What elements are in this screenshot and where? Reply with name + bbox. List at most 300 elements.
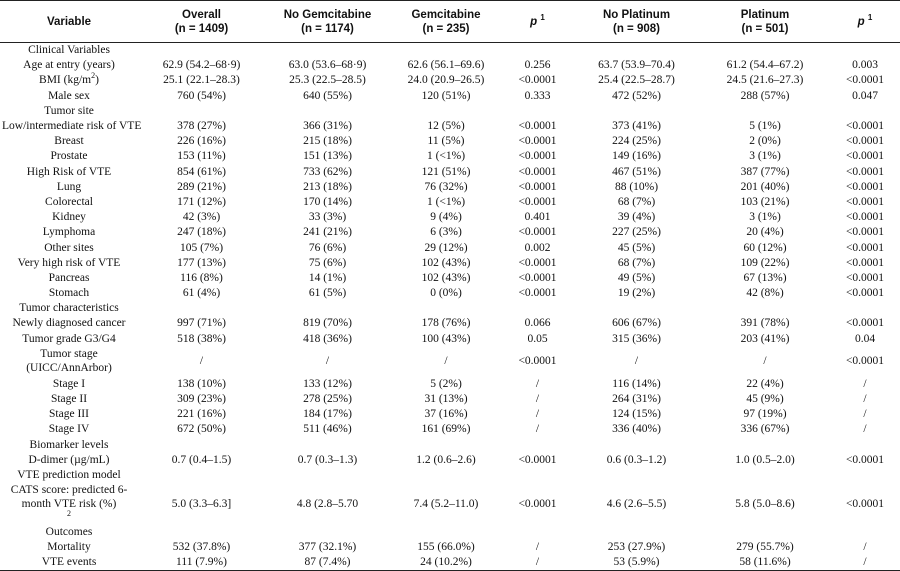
cell-gemcitabine: 37 (16%) xyxy=(424,408,468,421)
row-label-text: Stomach xyxy=(48,287,90,300)
cell-gemcitabine: 1 (<1%) xyxy=(426,195,466,208)
row-label xyxy=(0,331,138,346)
cell-no-gemcitabine: 366 (31%) xyxy=(303,120,352,133)
cell-no-gemcitabine: 76 (6%) xyxy=(308,241,347,254)
cell-no-platinum: 116 (14%) xyxy=(612,377,661,390)
cell-overall: 247 (18%) xyxy=(177,226,226,239)
cell-no-gemcitabine: 819 (70%) xyxy=(303,317,352,330)
row-label-text: Outcomes xyxy=(45,526,93,539)
cell-no-platinum: 472 (52%) xyxy=(612,89,661,102)
cell-no-platinum: 25.4 (22.5–28.7) xyxy=(598,74,675,87)
cell-gemcitabine: 31 (13%) xyxy=(424,393,468,406)
header-row xyxy=(0,1,900,43)
cell-no-gemcitabine: 61 (5%) xyxy=(308,287,347,300)
cell-no-platinum: 336 (40%) xyxy=(612,423,661,436)
table-row xyxy=(0,540,900,555)
cell-gemcitabine: 24.0 (20.9–26.5) xyxy=(407,74,485,87)
row-label-suffix: ) xyxy=(95,74,99,87)
cell-p-platinum: <0.0001 xyxy=(845,497,885,510)
row-label xyxy=(0,467,138,482)
cell-p-platinum xyxy=(830,43,900,58)
cell-platinum: 24.5 (21.6–27.3) xyxy=(726,74,804,87)
row-label xyxy=(0,286,138,301)
cell-gemcitabine: 5 (2%) xyxy=(430,377,462,390)
table-row xyxy=(0,452,900,467)
row-label-text: High Risk of VTE xyxy=(26,165,112,178)
cell-platinum xyxy=(700,301,830,316)
cell-no-platinum: 253 (27.9%) xyxy=(607,541,666,554)
cell-gemcitabine: 1 (<1%) xyxy=(426,150,466,163)
cell-platinum xyxy=(700,43,830,58)
header-no-platinum: No Platinum (n = 908) xyxy=(573,1,700,43)
cell-gemcitabine: 155 (66.0%) xyxy=(417,541,475,554)
cell-p-gemcitabine: 0.256 xyxy=(524,59,551,72)
cell-p-platinum: 0.047 xyxy=(852,89,878,102)
cell-overall: 0.7 (0.4–1.5) xyxy=(171,453,232,466)
row-label-text: Stage I xyxy=(52,377,86,390)
cell-no-platinum xyxy=(573,43,700,58)
cell-no-gemcitabine: 215 (18%) xyxy=(303,135,352,148)
cell-gemcitabine: 120 (51%) xyxy=(421,89,471,102)
cell-overall: 5.0 (3.3–6.3] xyxy=(171,497,232,510)
row-label xyxy=(0,555,138,570)
table-row xyxy=(0,286,900,301)
cell-p-gemcitabine: <0.0001 xyxy=(518,74,557,87)
row-label xyxy=(0,346,138,376)
cell-no-gemcitabine: 14 (1%) xyxy=(308,271,347,284)
cell-p-gemcitabine xyxy=(502,301,573,316)
cell-gemcitabine: 6 (3%) xyxy=(430,226,462,239)
row-label-text: Pancreas xyxy=(48,271,90,284)
cell-gemcitabine: 178 (76%) xyxy=(421,317,471,330)
cell-overall xyxy=(138,437,265,452)
row-label-text: Male sex xyxy=(48,89,90,102)
cell-p-platinum xyxy=(830,103,900,118)
cell-p-platinum: <0.0001 xyxy=(845,195,885,208)
cell-no-gemcitabine: 63.0 (53.6–68·9) xyxy=(288,59,367,72)
row-label-text: Prostate xyxy=(50,150,88,163)
cell-p-gemcitabine xyxy=(502,103,573,118)
cell-no-platinum: 49 (5%) xyxy=(617,271,656,284)
cell-p-platinum: <0.0001 xyxy=(845,226,885,239)
cell-p-platinum: <0.0001 xyxy=(845,355,885,368)
cell-gemcitabine xyxy=(390,43,502,58)
cell-platinum xyxy=(700,437,830,452)
header-platinum: Platinum (n = 501) xyxy=(700,1,830,43)
cell-p-platinum: <0.0001 xyxy=(845,180,885,193)
cell-no-platinum xyxy=(573,525,700,540)
cell-p-gemcitabine xyxy=(502,437,573,452)
cell-no-gemcitabine: / xyxy=(325,355,330,368)
row-label-text: Tumor characteristics xyxy=(19,302,119,315)
cell-no-platinum: 88 (10%) xyxy=(614,180,659,193)
cell-no-platinum: 124 (15%) xyxy=(612,408,661,421)
row-label-text: Lymphoma xyxy=(42,226,96,239)
cell-platinum: 3 (1%) xyxy=(749,150,781,163)
cell-p-gemcitabine: <0.0001 xyxy=(518,135,557,148)
row-label-text: Low/intermediate risk of VTE xyxy=(2,120,142,133)
cell-overall: 153 (11%) xyxy=(177,150,226,163)
cell-p-gemcitabine: / xyxy=(535,556,540,569)
cell-no-gemcitabine: 640 (55%) xyxy=(303,89,352,102)
cell-p-platinum: <0.0001 xyxy=(845,287,885,300)
cell-gemcitabine xyxy=(390,525,502,540)
row-label-text: Stage III xyxy=(49,408,89,421)
cell-platinum: / xyxy=(763,355,767,368)
cell-no-platinum: 4.6 (2.6–5.5) xyxy=(606,497,667,510)
cell-no-gemcitabine: 87 (7.4%) xyxy=(304,556,351,569)
row-label-text: CATS score: predicted 6-month VTE risk (%) xyxy=(10,483,128,510)
cell-no-gemcitabine xyxy=(265,467,390,482)
cell-no-gemcitabine: 133 (12%) xyxy=(303,377,352,390)
header-gemcitabine-n: (n = 235) xyxy=(422,22,470,35)
cell-overall: 42 (3%) xyxy=(182,211,221,224)
table-row xyxy=(0,270,900,285)
row-label-text: VTE prediction model xyxy=(17,468,121,481)
cell-no-platinum: 63.7 (53.9–70.4) xyxy=(598,59,675,72)
cell-overall xyxy=(138,525,265,540)
cell-no-gemcitabine xyxy=(265,103,390,118)
row-label xyxy=(0,179,138,194)
row-label xyxy=(0,301,138,316)
row-label xyxy=(0,270,138,285)
cell-p-platinum: / xyxy=(863,377,867,390)
row-label-superscript: 2 xyxy=(67,508,71,518)
row-label xyxy=(0,103,138,118)
cell-overall: 221 (16%) xyxy=(177,408,226,421)
cell-gemcitabine: 102 (43%) xyxy=(421,271,471,284)
row-label-text: Stage II xyxy=(50,393,88,406)
cell-platinum: 5 (1%) xyxy=(749,120,781,133)
cell-platinum xyxy=(700,103,830,118)
row-label-text: Age at entry (years) xyxy=(23,59,115,72)
row-label-text: Clinical Variables xyxy=(28,44,110,57)
cell-p-gemcitabine: / xyxy=(535,393,540,406)
cell-p-gemcitabine xyxy=(502,43,573,58)
cell-gemcitabine: 7.4 (5.2–11.0) xyxy=(413,497,479,510)
cell-p-platinum: / xyxy=(863,556,867,569)
cell-no-platinum: 315 (36%) xyxy=(612,332,661,345)
row-label-text: Newly diagnosed cancer xyxy=(12,317,126,330)
cell-gemcitabine: 161 (69%) xyxy=(421,423,471,436)
table-row xyxy=(0,467,900,482)
cell-p-platinum: <0.0001 xyxy=(845,135,885,148)
row-label xyxy=(0,58,138,73)
cell-no-platinum: / xyxy=(634,355,639,368)
cell-p-platinum: <0.0001 xyxy=(845,165,885,178)
cell-p-platinum: <0.0001 xyxy=(845,150,885,163)
table-row xyxy=(0,73,900,88)
cell-overall: 111 (7.9%) xyxy=(176,556,227,569)
cell-p-platinum: / xyxy=(863,541,867,554)
cell-platinum: 279 (55.7%) xyxy=(736,541,794,554)
cell-overall: 138 (10%) xyxy=(177,377,226,390)
cell-gemcitabine: 24 (10.2%) xyxy=(420,556,472,569)
cell-p-platinum: / xyxy=(863,423,867,436)
table-row xyxy=(0,58,900,73)
header-p-value-platinum: p $^1$ xyxy=(830,1,900,43)
cell-overall: 226 (16%) xyxy=(177,135,226,148)
cell-p-platinum: <0.0001 xyxy=(845,271,885,284)
cell-no-platinum: 0.6 (0.3–1.2) xyxy=(606,453,667,466)
cell-platinum: 45 (9%) xyxy=(746,393,784,406)
cell-no-platinum: 224 (25%) xyxy=(612,135,661,148)
table-row xyxy=(0,88,900,103)
table-row xyxy=(0,240,900,255)
cell-p-gemcitabine: 0.333 xyxy=(524,89,551,102)
cell-overall xyxy=(138,43,265,58)
cell-no-gemcitabine xyxy=(265,301,390,316)
cell-p-platinum: 0.04 xyxy=(854,332,876,345)
cell-overall: 672 (50%) xyxy=(177,423,226,436)
cell-p-gemcitabine: <0.0001 xyxy=(518,256,557,269)
cell-no-platinum xyxy=(573,467,700,482)
cell-no-gemcitabine xyxy=(265,525,390,540)
row-label-text: Stage IV xyxy=(48,423,90,436)
table-row xyxy=(0,422,900,437)
table-row xyxy=(0,210,900,225)
cell-p-gemcitabine xyxy=(502,467,573,482)
cell-gemcitabine: 0 (0%) xyxy=(430,287,462,300)
cell-p-gemcitabine: 0.05 xyxy=(527,332,548,345)
cell-p-gemcitabine: <0.0001 xyxy=(518,180,557,193)
cell-no-gemcitabine: 213 (18%) xyxy=(303,180,352,193)
cell-p-platinum xyxy=(830,467,900,482)
cell-platinum: 60 (12%) xyxy=(743,241,787,254)
row-label xyxy=(0,225,138,240)
cell-no-gemcitabine: 33 (3%) xyxy=(308,211,347,224)
row-label xyxy=(0,73,138,88)
table-row xyxy=(0,316,900,331)
cell-overall: 105 (7%) xyxy=(179,241,224,254)
row-label xyxy=(0,149,138,164)
header-platinum-n: (n = 501) xyxy=(741,22,789,35)
cell-platinum: 58 (11.6%) xyxy=(739,556,791,569)
row-label-text: Lung xyxy=(56,180,82,193)
table-row xyxy=(0,149,900,164)
header-no-gemcitabine-n: (n = 1174) xyxy=(301,22,354,35)
cell-overall: 854 (61%) xyxy=(177,165,226,178)
row-label-text: Biomarker levels xyxy=(29,438,109,451)
cell-overall: 116 (8%) xyxy=(180,271,223,284)
row-label xyxy=(0,164,138,179)
cell-p-gemcitabine: <0.0001 xyxy=(518,150,557,163)
cell-platinum: 42 (8%) xyxy=(746,287,784,300)
cell-platinum: 109 (22%) xyxy=(740,256,790,269)
cell-platinum: 3 (1%) xyxy=(749,211,781,224)
cell-overall: / xyxy=(199,355,204,368)
cell-no-platinum xyxy=(573,301,700,316)
cell-overall: 760 (54%) xyxy=(177,89,226,102)
cell-platinum: 5.8 (5.0–8.6) xyxy=(735,497,795,510)
cell-no-gemcitabine: 377 (32.1%) xyxy=(298,541,357,554)
cell-p-platinum xyxy=(830,525,900,540)
table-row xyxy=(0,118,900,133)
cell-p-platinum: <0.0001 xyxy=(845,211,885,224)
cell-p-gemcitabine: 0.002 xyxy=(524,241,551,254)
header-overall: Overall (n = 1409) xyxy=(138,1,265,43)
cell-overall: 532 (37.8%) xyxy=(172,541,231,554)
cell-overall: 289 (21%) xyxy=(177,180,226,193)
row-label xyxy=(0,255,138,270)
cell-p-platinum: <0.0001 xyxy=(845,256,885,269)
row-label xyxy=(0,525,138,540)
cell-overall xyxy=(138,301,265,316)
row-label-text: Other sites xyxy=(44,241,94,254)
cell-gemcitabine xyxy=(390,301,502,316)
cell-no-gemcitabine: 418 (36%) xyxy=(303,332,352,345)
cell-gemcitabine: 29 (12%) xyxy=(424,241,468,254)
table-row xyxy=(0,301,900,316)
cell-gemcitabine: 102 (43%) xyxy=(421,256,471,269)
header-overall-n: (n = 1409) xyxy=(174,22,229,35)
row-label xyxy=(0,210,138,225)
row-label xyxy=(0,452,138,467)
cell-p-gemcitabine: 0.066 xyxy=(524,317,551,330)
table-row xyxy=(0,483,900,525)
cell-gemcitabine xyxy=(390,437,502,452)
cell-p-gemcitabine: <0.0001 xyxy=(518,226,557,239)
cell-p-platinum: <0.0001 xyxy=(845,241,885,254)
table-row xyxy=(0,194,900,209)
cell-no-platinum xyxy=(573,103,700,118)
cell-no-platinum: 53 (5.9%) xyxy=(613,556,660,569)
cell-platinum: 2 (0%) xyxy=(749,135,781,148)
table-row xyxy=(0,331,900,346)
cell-no-gemcitabine xyxy=(265,43,390,58)
table-row xyxy=(0,103,900,118)
cell-no-platinum: 227 (25%) xyxy=(612,226,661,239)
table-row xyxy=(0,164,900,179)
cell-p-gemcitabine: / xyxy=(535,408,540,421)
cell-p-gemcitabine: <0.0001 xyxy=(518,497,557,510)
cell-no-platinum: 68 (7%) xyxy=(617,195,656,208)
row-label xyxy=(0,422,138,437)
cell-no-platinum: 467 (51%) xyxy=(612,165,661,178)
cell-gemcitabine: 121 (51%) xyxy=(421,165,471,178)
table-row xyxy=(0,376,900,391)
cell-no-gemcitabine: 0.7 (0.3–1.3) xyxy=(297,453,358,466)
cell-p-platinum: <0.0001 xyxy=(845,74,885,87)
header-p-value-gemcitabine: p $^1$ xyxy=(502,1,573,43)
table-body xyxy=(0,43,900,571)
table-row xyxy=(0,555,900,570)
row-label-text: Tumor grade G3/G4 xyxy=(22,332,116,345)
cell-p-gemcitabine: <0.0001 xyxy=(518,271,557,284)
cell-gemcitabine: 62.6 (56.1–69.6) xyxy=(407,59,485,72)
row-label xyxy=(0,134,138,149)
cell-platinum: 387 (77%) xyxy=(740,165,790,178)
cell-gemcitabine xyxy=(390,103,502,118)
cell-no-platinum xyxy=(573,437,700,452)
cell-no-platinum: 19 (2%) xyxy=(617,287,656,300)
table-row xyxy=(0,43,900,58)
table-row xyxy=(0,134,900,149)
cell-no-gemcitabine: 25.3 (22.5–28.5) xyxy=(289,74,366,87)
row-label xyxy=(0,118,142,133)
table-row xyxy=(0,407,900,422)
cell-platinum xyxy=(700,525,830,540)
cell-p-gemcitabine xyxy=(502,525,573,540)
cell-gemcitabine: 9 (4%) xyxy=(430,211,462,224)
row-label xyxy=(0,483,138,525)
cell-platinum: 103 (21%) xyxy=(740,195,790,208)
row-label xyxy=(0,407,138,422)
row-label-text: Very high risk of VTE xyxy=(17,256,121,269)
cell-overall: 177 (13%) xyxy=(177,256,226,269)
header-variable: Variable xyxy=(0,1,138,43)
cell-p-gemcitabine: <0.0001 xyxy=(518,355,557,368)
cell-gemcitabine xyxy=(390,467,502,482)
cell-platinum: 22 (4%) xyxy=(746,377,784,390)
row-label-text: Tumor site xyxy=(44,104,94,117)
cell-overall: 378 (27%) xyxy=(177,120,226,133)
cell-p-platinum: <0.0001 xyxy=(845,120,885,133)
row-label-text: Breast xyxy=(54,135,84,148)
cell-platinum: 288 (57%) xyxy=(740,89,790,102)
cell-platinum: 201 (40%) xyxy=(740,180,790,193)
cell-platinum: 67 (13%) xyxy=(743,271,787,284)
cell-p-platinum xyxy=(830,437,900,452)
row-label xyxy=(0,43,138,58)
row-label xyxy=(0,391,138,406)
cell-no-platinum: 606 (67%) xyxy=(612,317,661,330)
cell-no-gemcitabine: 4.8 (2.8–5.70 xyxy=(296,497,359,510)
row-label xyxy=(0,316,138,331)
table-row xyxy=(0,346,900,376)
cell-p-platinum: / xyxy=(863,393,867,406)
header-no-platinum-n: (n = 908) xyxy=(613,22,660,35)
cell-platinum: 20 (4%) xyxy=(746,226,784,239)
header-no-gemcitabine: No Gemcitabine (n = 1174) xyxy=(265,1,390,43)
row-label-text: BMI (kg/m xyxy=(39,74,92,87)
cell-p-gemcitabine: <0.0001 xyxy=(518,195,557,208)
cell-gemcitabine: 1.2 (0.6–2.6) xyxy=(416,453,476,466)
row-label xyxy=(0,194,138,209)
row-label xyxy=(0,88,138,103)
row-label xyxy=(0,240,138,255)
table-row xyxy=(0,255,900,270)
cell-no-gemcitabine: 278 (25%) xyxy=(303,393,352,406)
cell-overall xyxy=(138,103,265,118)
cell-p-platinum: <0.0001 xyxy=(845,317,885,330)
row-label xyxy=(0,437,138,452)
cell-p-platinum: / xyxy=(863,408,867,421)
cell-p-gemcitabine: / xyxy=(535,377,540,390)
cell-p-platinum xyxy=(830,301,900,316)
cell-overall: 171 (12%) xyxy=(177,195,226,208)
cell-p-platinum: 0.003 xyxy=(852,59,878,72)
cell-overall: 62.9 (54.2–68·9) xyxy=(162,59,241,72)
cell-no-platinum: 39 (4%) xyxy=(617,211,656,224)
cell-platinum: 1.0 (0.5–2.0) xyxy=(735,453,795,466)
cell-p-gemcitabine: <0.0001 xyxy=(518,453,557,466)
row-label-text: Tumor stage (UICC/AnnArbor) xyxy=(26,348,112,375)
table-row xyxy=(0,391,900,406)
cell-p-gemcitabine: 0.401 xyxy=(524,211,551,224)
cell-p-gemcitabine: <0.0001 xyxy=(518,165,557,178)
cell-no-gemcitabine: 511 (46%) xyxy=(303,423,352,436)
cell-overall: 61 (4%) xyxy=(182,287,221,300)
row-label xyxy=(0,376,138,391)
cell-overall xyxy=(138,467,265,482)
cell-p-platinum: <0.0001 xyxy=(845,453,885,466)
row-label-text: D-dimer (µg/mL) xyxy=(28,453,110,466)
cell-platinum xyxy=(700,467,830,482)
cell-gemcitabine: 76 (32%) xyxy=(424,180,468,193)
cell-no-gemcitabine xyxy=(265,437,390,452)
cell-no-gemcitabine: 184 (17%) xyxy=(303,408,352,421)
